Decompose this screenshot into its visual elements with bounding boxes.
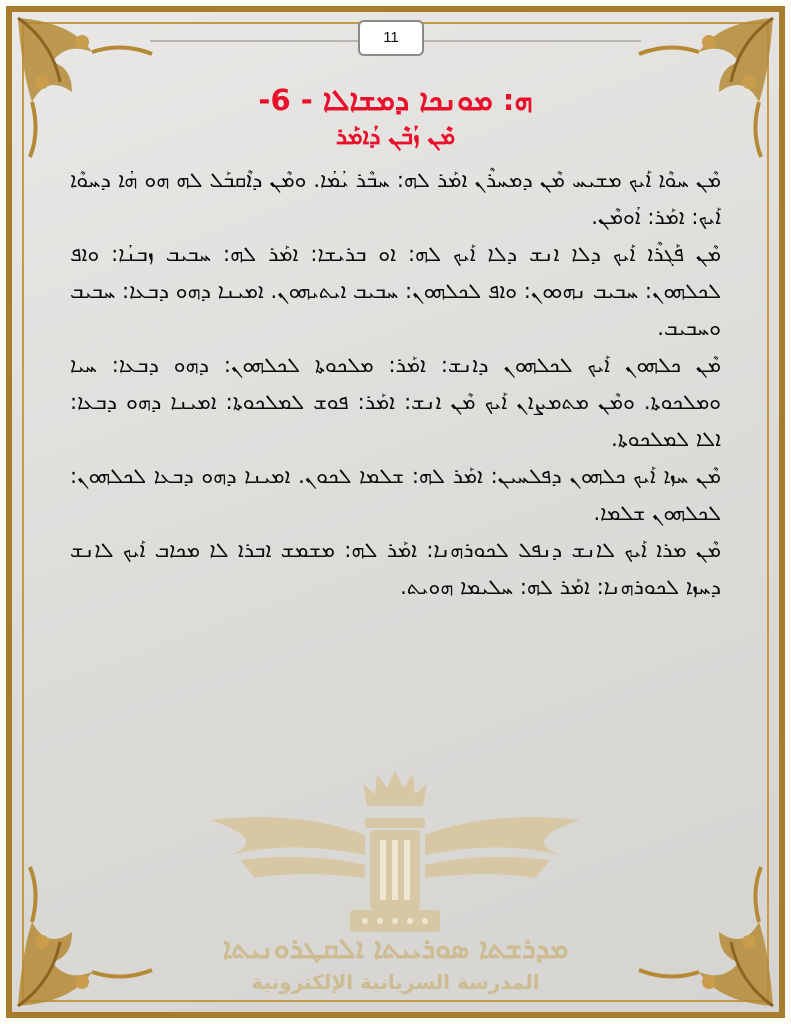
ornament-corner-bottom-left	[12, 862, 162, 1012]
paragraph: ܡܶܢ ܚܙܐ ܐܰܝܟ ܟܠܗܘܢ ܕܦܠܚܝܢ: ܐܡܰܪ ܠܗ: ܫܠܡܐ ܠܟܘܢ. ܐܡܝܢܐ ܕܗܘ ܕܒܥܐ ܠܟܠܗܘܢ: ܠܟܠܗܘܢ ܫܠܡܐ.	[70, 464, 721, 525]
school-emblem-watermark	[200, 760, 590, 940]
paragraph: ܡܶܢ ܟܠܗܘܢ ܐܰܝܟ ܠܟܠܗܘܢ ܕܐܢܫ: ܐܡܰܪ: ܡܠܟܘܬܐ ܠܟܠܗܘܢ: ܕܗܘ ܕܒܥܐ: ܚܝܐ ܘܡܠܟܘܬܐ. ܘܡܶܢ ܡܬܡܨܐܢ ܐܰܝܟ ܡܶܢ ܐܢܫ: ܐܡܰܪ: ܦܘܫ ܠܡܠܟܘܬܐ: ܐܡܝܢܐ ܕܗܘ ܕܒܥܐ: ܐܠܐ ܠܡܠܟܘܬܐ.	[70, 353, 721, 451]
paragraph: ܡܶܢ ܦܰܓܪܶܐ ܐܰܝܟ ܕܠܐ ܐܢܫ ܕܠܐ ܐܰܝܟ ܠܗ: ܐܘ ܒܪܝܫܐ: ܐܡܰܪ ܠܗ: ܚܒܝܒ ܙܒܢܳܐ: ܘܐܦ ܠܟܠܗܘܢ: ܚܒܝܒ ܢܗܘܘܢ: ܘܐܦ ܠܟܠܗܘܢ: ܚܒܝܒ ܐܝܬܝܗܘܢ. ܐܡܝܢܐ ܕܗܘ ܕܒܥܐ: ܚܒܝܒ ܘܚܒܝܒ.	[69, 242, 721, 340]
ornament-corner-bottom-right	[629, 862, 779, 1012]
watermark-arabic-text: المدرسة السريانية الإلكترونية	[251, 970, 540, 994]
lesson-title: ܗ: ܡܘܢܟܐ ܕܡܫܐܠܐ - 6-	[258, 83, 533, 117]
watermark-syriac-text: ܡܕܪܫܬܐ ܣܘܪܝܝܬܐ ܐܠܩܛܪܘܢܝܬܐ	[222, 932, 569, 965]
page-number: 11	[358, 20, 424, 56]
paragraph: ܡܶܢ ܚܘܶܐ ܐܰܝܟ ܡܫܝܚ ܡܶܢ ܕܡܚܪܶܢ ܐܡܰܪ ܠܗ: ܚܒܶܪ ܝܳܡܳܐ. ܘܡܶܢ ܕܐܶܩܒܰܠ ܠܗ ܗܘ ܗܳܐ ܕܚܘܶܐ ܐܰܝܟ: ܐܡܰܪ: ܐܳܘܡܶܢ.	[70, 168, 721, 229]
lesson-content	[70, 80, 721, 720]
lesson-subtitle: ܡܶܢ ܙܳܒܶܢ ܕܳܐܡܰܪ	[335, 124, 456, 150]
paragraph: ܡܶܢ ܡܪܐ ܐܰܝܟ ܠܐܢܫ ܕܢܦܠ ܠܟܘܪܗܢܐ: ܐܡܰܪ ܠܗ: ܡܫܡܫ ܐܒܪܐ ܠܐ ܡܟܐܒ ܐܰܝܟ ܠܐܢܫ ܕܚܙܐ ܠܟܘܪܗܢܐ: ܐܡܰܪ ܠܗ: ܚܠܝܡܐ ܗܘܝܬ.	[70, 538, 721, 599]
